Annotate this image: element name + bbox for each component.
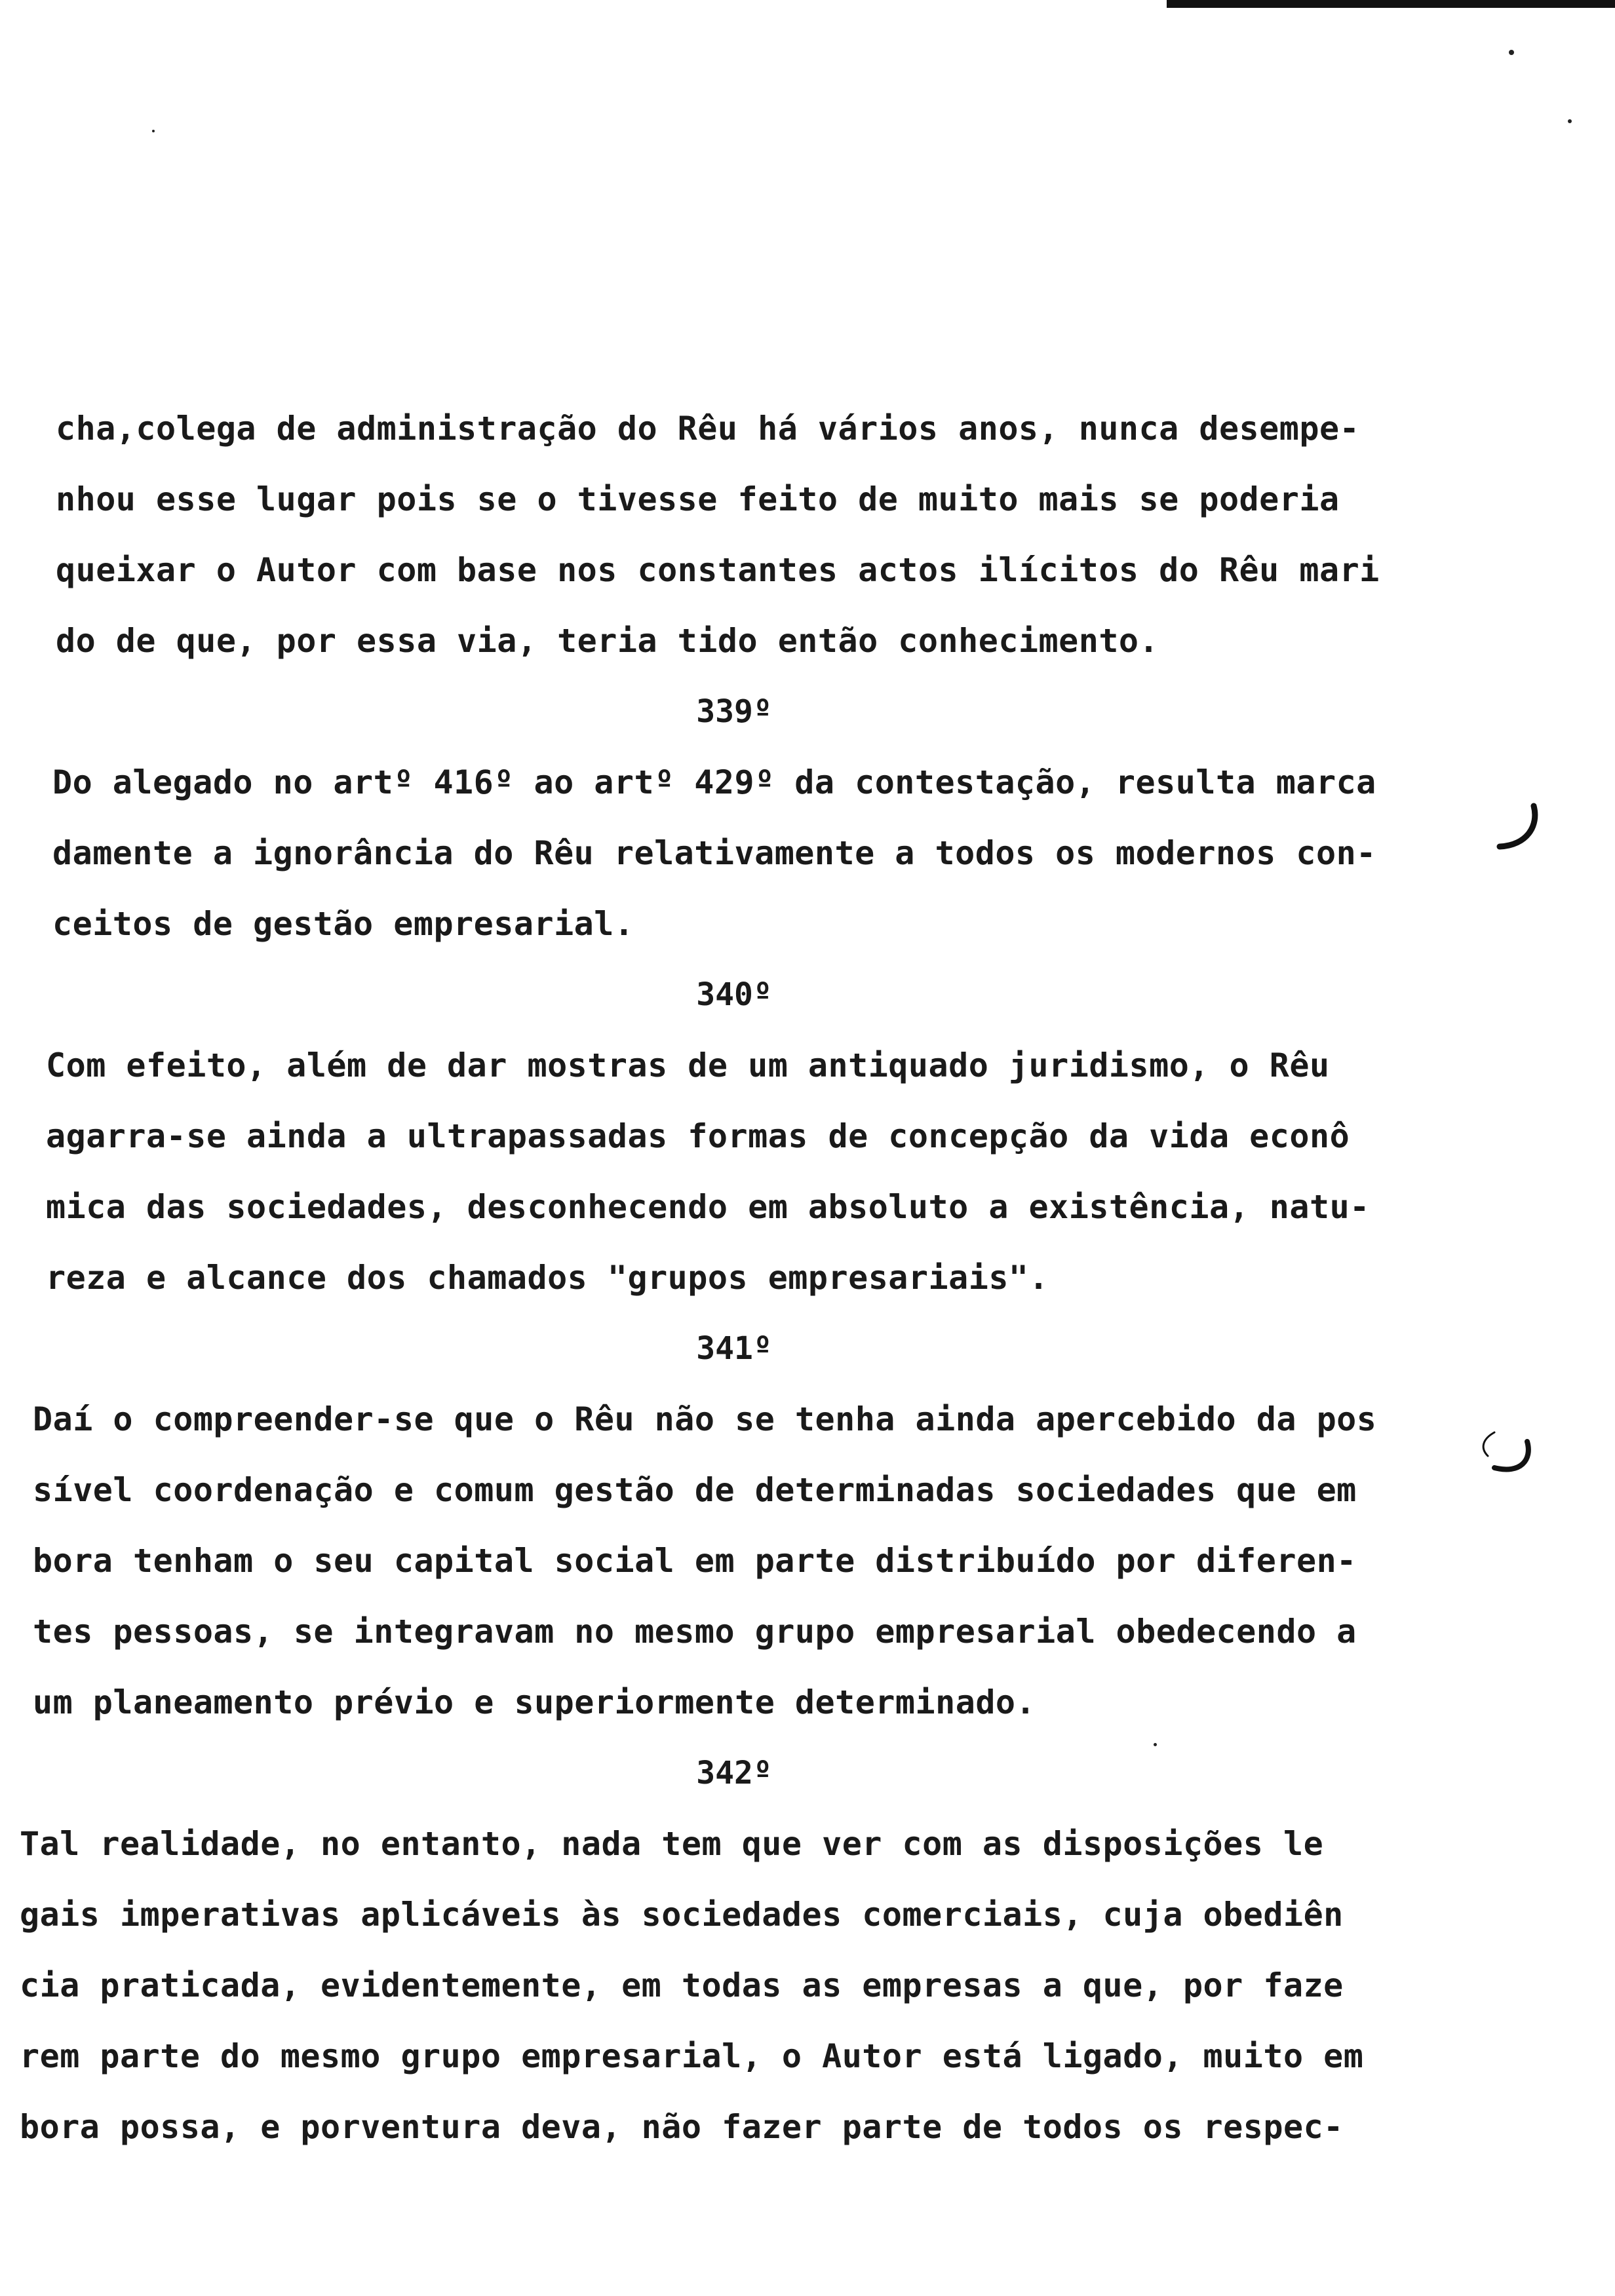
- text-line: Tal realidade, no entanto, nada tem que ver com as disposições le: [20, 1825, 1324, 1863]
- article-number: 341º: [696, 1330, 772, 1367]
- text-line: reza e alcance dos chamados "grupos empresariais".: [46, 1259, 1049, 1297]
- text-line: do de que, por essa via, teria tido então conhecimento.: [56, 622, 1159, 660]
- text-line: mica das sociedades, desconhecendo em absoluto a existência, natu-: [46, 1188, 1370, 1226]
- text-line: Daí o compreender-se que o Rêu não se tenha ainda apercebido da pos: [33, 1400, 1377, 1438]
- margin-mark-icon: [1488, 799, 1547, 858]
- text-line: sível coordenação e comum gestão de determinadas sociedades que em: [33, 1471, 1357, 1509]
- paragraph: [20, 393, 1380, 676]
- paragraph: [20, 1384, 1377, 1738]
- text-line: Do alegado no artº 416º ao artº 429º da contestação, resulta marca: [52, 763, 1376, 801]
- text-line: cia praticada, evidentemente, em todas as empresas a que, por faze: [20, 1966, 1344, 2004]
- scan-speck: [1568, 119, 1572, 123]
- article-number: 339º: [696, 693, 772, 730]
- paragraph: [20, 1030, 1370, 1313]
- text-line: ceitos de gestão empresarial.: [52, 905, 634, 943]
- text-line: tes pessoas, se integravam no mesmo grupo empresarial obedecendo a: [33, 1613, 1357, 1651]
- article-number: 340º: [696, 976, 772, 1013]
- document-page: [20, 393, 1380, 2162]
- text-line: um planeamento prévio e superiormente determinado.: [33, 1683, 1036, 1721]
- margin-mark-icon: [1475, 1422, 1540, 1487]
- paragraph: [20, 1808, 1370, 2162]
- text-line: Com efeito, além de dar mostras de um antiquado juridismo, o Rêu: [46, 1046, 1330, 1084]
- scan-speck: [1509, 50, 1514, 55]
- text-line: gais imperativas aplicáveis às sociedades comerciais, cuja obediên: [20, 1896, 1344, 1934]
- text-line: cha,colega de administração do Rêu há vários anos, nunca desempe-: [56, 410, 1360, 448]
- top-edge-rule: [1167, 0, 1615, 8]
- article-number: 342º: [696, 1755, 772, 1791]
- text-line: nhou esse lugar pois se o tivesse feito de muito mais se poderia: [56, 480, 1340, 518]
- paragraph: [20, 747, 1376, 959]
- text-line: queixar o Autor com base nos constantes actos ilícitos do Rêu mari: [56, 551, 1380, 589]
- text-line: bora tenham o seu capital social em parte distribuído por diferen-: [33, 1542, 1357, 1580]
- text-line: damente a ignorância do Rêu relativamente a todos os modernos con-: [52, 834, 1376, 872]
- text-line: rem parte do mesmo grupo empresarial, o Autor está ligado, muito em: [20, 2037, 1364, 2075]
- text-line: bora possa, e porventura deva, não fazer parte de todos os respec-: [20, 2108, 1344, 2146]
- text-line: agarra-se ainda a ultrapassadas formas de concepção da vida econô: [46, 1117, 1350, 1155]
- scan-speck: [152, 130, 155, 132]
